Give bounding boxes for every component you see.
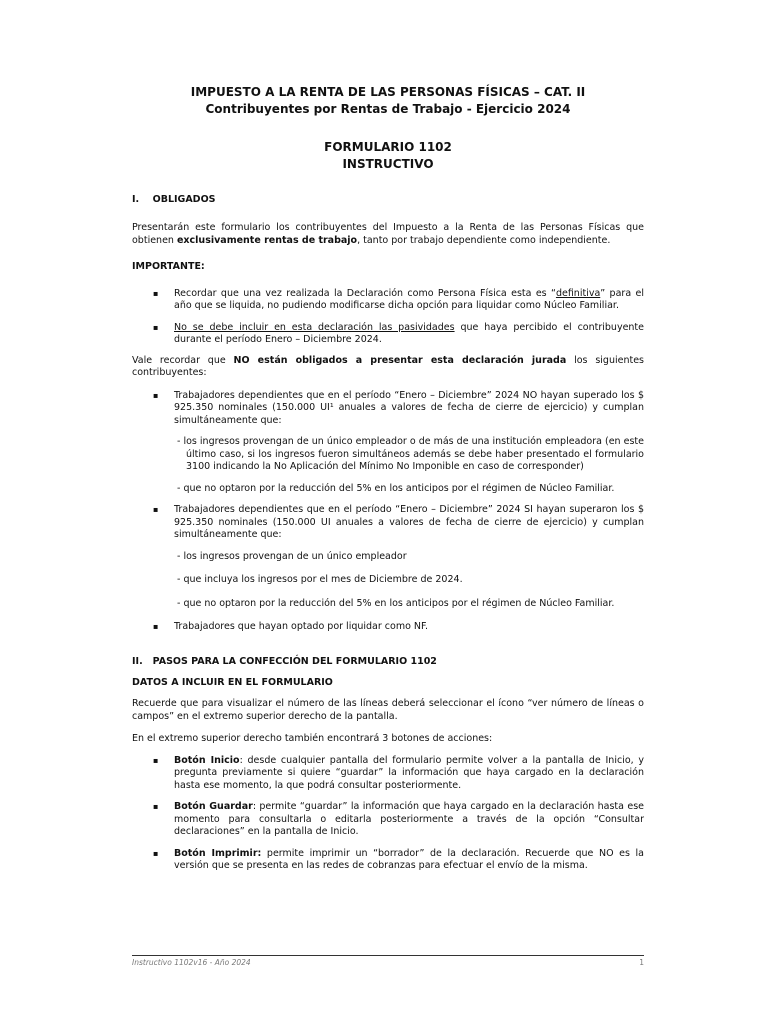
section-title: OBLIGADOS [152,194,216,205]
list-item [132,848,644,873]
form-subtitle: INSTRUCTIVO [342,157,434,171]
item-text: Recordar que una vez realizada la Declaración como Persona Física esta es “ [174,287,556,299]
item-text: permite imprimir un “borrador” de la declaración. Recuerde que NO es la versión que se presenta en las redes de cobranzas para efectuar el envío de la misma. [174,847,644,871]
footer-text: Instructivo 1102v16 - Año 2024 [132,958,251,967]
list-item [132,322,644,347]
section-number: I. [132,194,140,205]
form-title: FORMULARIO 1102 [324,140,452,154]
list-item [132,755,644,793]
paragraph: En el extremo superior derecho también encontrará 3 botones de acciones: [132,733,493,744]
intro-paragraph [132,222,644,247]
item-label: Botón Inicio [174,754,240,766]
vale-bold-text: NO están obligados a presentar esta declaración jurada [233,354,567,366]
sub-item: - los ingresos provengan de un único empleador o de más de una institución empleadora (en este último caso, si los ingresos fueron simultáneos además se debe haber presentado el formulario 3100 indicando la No Aplicación del Mínimo No Imponible en caso de corresponder) [177,436,644,472]
exempt-list-3 [132,621,644,634]
footer-divider [132,955,644,956]
item-label: Botón Guardar [174,801,253,812]
item-underlined-text: definitiva [555,287,601,299]
item-text: : desde cualquier pantalla del formulario permite volver a la pantalla de Inicio, y pregunta previamente si quiere “guardar” la información que haya cargado en la declaración hasta ese momento, la que podrá consultar posteriormente. [174,754,644,791]
item-underlined-text: No se debe incluir en esta declaración las pasividades [174,321,455,333]
list-item [132,801,644,839]
document-body [132,84,644,873]
important-label: IMPORTANTE: [132,261,205,272]
intro-text-end: , tanto por trabajo dependiente como independiente. [357,234,611,246]
section-number: II. [132,655,143,667]
sub-item: - que no optaron por la reducción del 5% en los anticipos por el régimen de Núcleo Familiar. [177,482,615,494]
item-text-end: que haya percibido el contribuyente durante el período Enero – Diciembre 2024. [174,321,645,345]
list-item [132,288,644,313]
vale-paragraph [132,355,644,380]
document-title: IMPUESTO A LA RENTA DE LAS PERSONAS FÍSICAS – CAT. II [190,85,586,99]
vale-text-end: los siguientes contribuyentes: [132,354,644,378]
section-heading-obligados [132,193,644,206]
paragraph: Recuerde que para visualizar el número de las líneas deberá seleccionar el ícono “ver número de líneas o campos” en el extremo superior derecho de la pantalla. [132,698,644,722]
section-heading-pasos [132,655,644,668]
list-item: ▪ Trabajadores dependientes que en el período “Enero – Diciembre” 2024 SI hayan superaron los $ 925.350 nominales (150.000 UI anuales a valores de fecha de cierre de ejercicio) y cumplan simultáneamente que: [132,504,644,542]
exempt-list [132,390,644,428]
sub-item: - que incluya los ingresos por el mes de Diciembre de 2024. [177,574,463,585]
buttons-list [132,755,644,873]
page-number: 1 [639,958,644,967]
item-label: Botón Imprimir: [174,847,262,859]
intro-bold-text: exclusivamente rentas de trabajo [176,234,358,246]
sub-item: - que no optaron por la reducción del 5% en los anticipos por el régimen de Núcleo Familiar. [177,597,615,609]
list-item: ▪ Trabajadores que hayan optado por liquidar como NF. [132,621,644,634]
item-text: : permite “guardar” la información que haya cargado en la declaración hasta ese momento para consultarla o editarla posteriormente a través de la opción “Consultar declaraciones” en la pantalla de Inicio. [174,801,644,837]
section-title: PASOS PARA LA CONFECCIÓN DEL FORMULARIO 1102 [152,655,437,667]
list-item: ▪ Trabajadores dependientes que en el período “Enero – Diciembre” 2024 NO hayan superado los $ 925.350 nominales (150.000 UI¹ anuales a valores de fecha de cierre de ejercicio) y cumplan simultáneamente que: [132,390,644,428]
document-subtitle: Contribuyentes por Rentas de Trabajo - Ejercicio 2024 [205,102,571,116]
item-text-end: ” para el año que se liquida, no pudiendo modificarse dicha opción para liquidar como Núcleo Familiar. [174,287,644,311]
important-list [132,288,644,347]
sub-item: - los ingresos provengan de un único empleador [177,550,407,562]
vale-text: Vale recordar que [132,354,234,366]
intro-text: Presentarán este formulario los contribuyentes del Impuesto a la Renta de las Personas Físicas que obtienen [132,222,644,246]
subsection-heading: DATOS A INCLUIR EN EL FORMULARIO [132,676,333,688]
exempt-list-2 [132,504,644,542]
